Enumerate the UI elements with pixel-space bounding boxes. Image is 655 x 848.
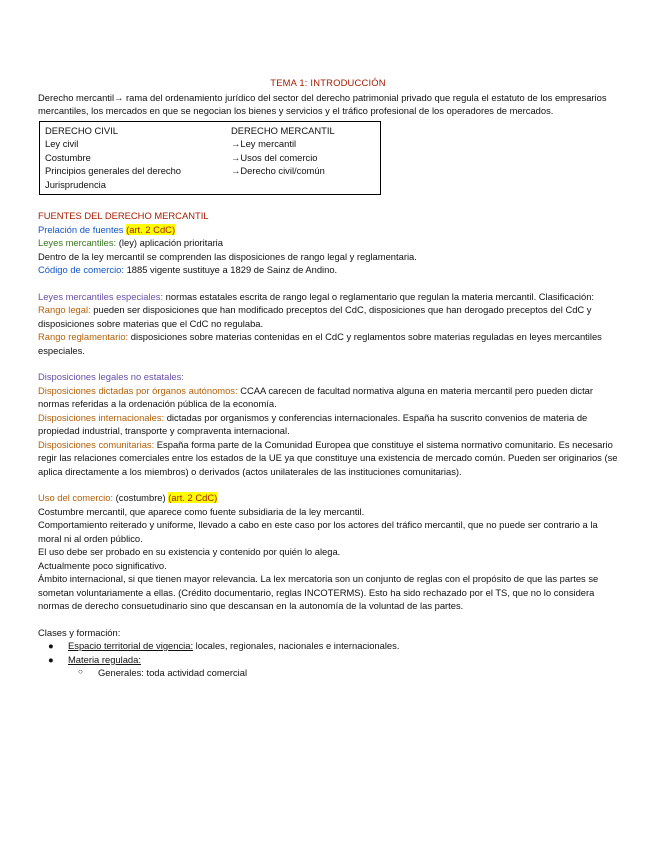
list-item <box>38 666 618 680</box>
uso-text: (costumbre) <box>113 492 169 503</box>
sub-list <box>38 666 618 680</box>
rango-legal-text: pueden ser disposiciones que han modificado preceptos del CdC, disposiciones que han derogado preceptos del CdC y disposiciones sobre materias que el CdC no regulaba. <box>38 304 592 329</box>
list-item <box>38 653 618 667</box>
bullet-icon: ● <box>48 653 54 665</box>
uso-label: Uso del comercio: <box>38 492 114 503</box>
mercantil-header: DERECHO MERCANTIL <box>231 124 335 136</box>
civil-row: Principios generales del derecho <box>45 165 182 176</box>
uso-ref: (art. 2 CdC) <box>168 492 218 503</box>
leyes-label: Leyes mercantiles: <box>38 237 117 248</box>
intro-paragraph: Derecho mercantil→ rama del ordenamiento jurídico del sector del derecho patrimonial privado que regula el estatuto de los empresarios mercantiles, los mercados en que se negocian los bienes y servicios y el tráfico profesional de los operadores de mercados. <box>38 91 607 116</box>
document-page <box>38 76 618 680</box>
intl-label: Disposiciones internacionales: <box>38 411 165 423</box>
especiales-label: Leyes mercantiles especiales: <box>38 290 164 302</box>
rango-regl-text: disposiciones sobre materias contenidas en el CdC y reglamentos sobre materias reguladas en leyes mercantiles especiales. <box>38 331 602 356</box>
rango-legal-label: Rango legal: <box>38 304 91 315</box>
civil-header: DERECHO CIVIL <box>45 124 118 136</box>
prelacion-line <box>38 223 618 237</box>
ccaa-paragraph <box>38 384 618 411</box>
intl-paragraph <box>38 411 618 438</box>
especiales-paragraph <box>38 290 618 304</box>
comparison-table <box>39 121 381 196</box>
bullet-icon: ● <box>48 640 54 651</box>
mercantil-row: →Ley mercantil <box>231 138 297 149</box>
especiales-text: normas estatales escrita de rango legal o reglamentario que regulan la materia mercantil. Clasificación: <box>163 290 595 302</box>
leyes-text: (ley) aplicación prioritaria <box>116 237 223 248</box>
codigo-line <box>38 263 618 277</box>
com-text: España forma parte de la Comunidad Europea que constituye el sistema normativo comunitario. Es necesario regir las relaciones comerciales entre los estados de la UE ya que constituye una existencia de mercado común. Pueden ser originarios (se aplica directamente a los miembros) o derivados (actos unilaterales de las instituciones comunitarias). <box>38 438 618 477</box>
rango-regl-paragraph <box>38 330 618 357</box>
clases-heading: Clases y formación: <box>38 626 121 638</box>
item-label: Espacio territorial de vigencia: <box>68 640 194 651</box>
codigo-label: Código de comercio: <box>38 264 124 275</box>
uso-body-line: El uso debe ser probado en su existencia y contenido por quién lo alega. <box>38 546 341 557</box>
uso-line <box>38 491 618 505</box>
fuentes-heading: FUENTES DEL DERECHO MERCANTIL <box>38 210 209 221</box>
uso-body-line: Actualmente poco significativo. <box>38 559 167 571</box>
com-paragraph <box>38 438 618 479</box>
prelacion-label: Prelación de fuentes <box>38 223 124 235</box>
item-text: locales, regionales, nacionales e internacionales. <box>193 640 400 651</box>
list-item <box>38 639 618 653</box>
prelacion-ref: (art. 2 CdC) <box>126 223 176 235</box>
leyes-line <box>38 236 618 250</box>
com-label: Disposiciones comunitarias: <box>38 438 155 450</box>
civil-row: Costumbre <box>45 151 91 163</box>
dentro-line: Dentro de la ley mercantil se comprenden las disposiciones de rango legal y reglamentaria. <box>38 250 417 262</box>
mercantil-row: →Derecho civil/común <box>231 165 325 176</box>
no-estatales-heading: Disposiciones legales no estatales: <box>38 371 184 382</box>
circle-bullet-icon: ○ <box>78 667 83 676</box>
uso-body-line: Ámbito internacional, si que tienen mayor relevancia. La lex mercatoria son un conjunto de reglas con el propósito de que las partes se sometan voluntariamente a ellas. (Crédito documentario, reglas INCOTERMS). Esto ha sido rechazado por el TS, que no lo considera normas de derecho consuetudinario sino que descansan en la autonomía de la voluntad de las partes. <box>38 573 599 611</box>
clases-list <box>38 639 618 666</box>
civil-row: Jurisprudencia <box>45 178 106 190</box>
ccaa-text: CCAA carecen de facultad normativa alguna en materia mercantil pero pueden dictar normas referidas a la ordenación pública de la economía. <box>38 384 594 409</box>
civil-row: Ley civil <box>45 138 79 149</box>
ccaa-label: Disposiciones dictadas por órganos autónomos: <box>38 384 238 396</box>
rango-legal-paragraph <box>38 303 618 330</box>
mercantil-column <box>231 124 371 192</box>
codigo-text: 1885 vigente sustituye a 1829 de Sainz de Andino. <box>123 264 338 275</box>
uso-body-line: Costumbre mercantil, que aparece como fuente subsidiaria de la ley mercantil. <box>38 505 365 517</box>
item-label: Materia regulada: <box>68 653 141 665</box>
page-title: TEMA 1: INTRODUCCIÓN <box>270 77 386 88</box>
intl-text: dictadas por organismos y conferencias internacionales. España ha suscrito convenios de materia de propiedad industrial, transporte y compraventa internacional. <box>38 411 588 436</box>
sub-item-text: Generales: toda actividad comercial <box>98 667 248 678</box>
uso-body-line: Comportamiento reiterado y uniforme, llevado a cabo en este caso por los actores del tráfico mercantil, que no puede ser contrario a la moral ni al orden público. <box>38 519 598 544</box>
mercantil-row: →Usos del comercio <box>231 151 318 163</box>
rango-regl-label: Rango reglamentario: <box>38 331 129 342</box>
civil-column <box>45 124 231 192</box>
